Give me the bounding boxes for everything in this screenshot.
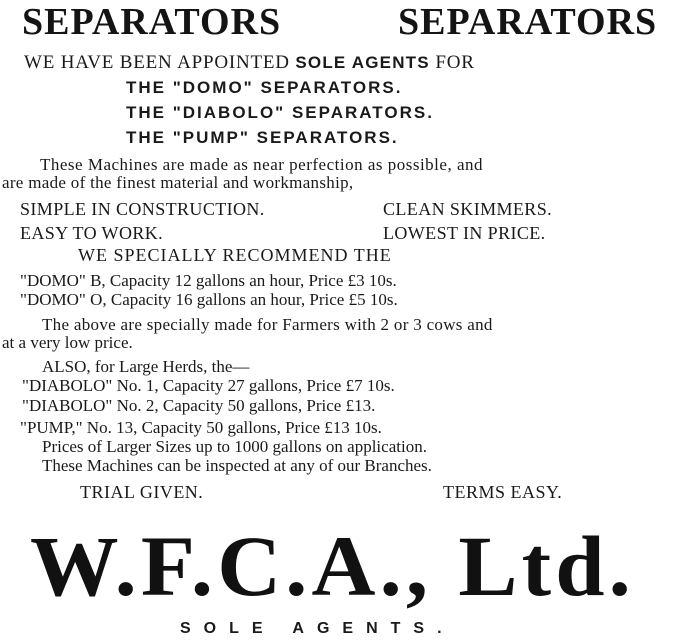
model-domo-b: "DOMO" B, Capacity 12 gallons an hour, Price £3 10s. (20, 271, 397, 290)
model-diabolo-2: "DIABOLO" No. 2, Capacity 50 gallons, Price £13. (22, 396, 376, 415)
recommend-heading: WE SPECIALLY RECOMMEND THE (78, 245, 392, 265)
header-title-right: SEPARATORS (398, 1, 658, 43)
larger-sizes-line: Prices of Larger Sizes up to 1000 gallons on application. (42, 437, 427, 456)
trial-given: TRIAL GIVEN. (80, 482, 204, 502)
inspection-line: These Machines can be inspected at any of our Branches. (42, 456, 432, 475)
appointment-line (24, 52, 475, 74)
large-herds-line: ALSO, for Large Herds, the— (42, 357, 250, 376)
appointment-prefix: WE HAVE BEEN APPOINTED (24, 52, 290, 73)
feature-lowest: LOWEST IN PRICE. (383, 223, 546, 243)
sole-agents-phrase: SOLE AGENTS (295, 53, 430, 72)
description-line-2: are made of the finest material and workmanship, (2, 173, 354, 192)
model-domo-o: "DOMO" O, Capacity 16 gallons an hour, Price £5 10s. (20, 290, 398, 309)
sole-agents-footer: SOLE AGENTS. (180, 620, 455, 637)
appointment-suffix: FOR (435, 52, 475, 73)
feature-easy: EASY TO WORK. (20, 223, 164, 243)
header-title-left: SEPARATORS (22, 1, 282, 43)
feature-clean: CLEAN SKIMMERS. (383, 199, 553, 219)
terms-easy: TERMS EASY. (443, 482, 563, 502)
farmers-note-line-2: at a very low price. (2, 333, 133, 352)
farmers-note-line-1: The above are specially made for Farmers with 2 or 3 cows and (42, 315, 493, 334)
feature-simple: SIMPLE IN CONSTRUCTION. (20, 199, 265, 219)
company-name: W.F.C.A., Ltd. (30, 518, 635, 614)
model-diabolo-1: "DIABOLO" No. 1, Capacity 27 gallons, Price £7 10s. (22, 376, 395, 395)
model-pump-13: "PUMP," No. 13, Capacity 50 gallons, Price £13 10s. (20, 418, 382, 437)
separator-line-diabolo: THE "DIABOLO" SEPARATORS. (126, 103, 434, 122)
separator-line-pump: THE "PUMP" SEPARATORS. (126, 128, 399, 147)
description-line-1: These Machines are made as near perfection as possible, and (40, 155, 483, 174)
separator-line-domo: THE "DOMO" SEPARATORS. (126, 78, 403, 97)
